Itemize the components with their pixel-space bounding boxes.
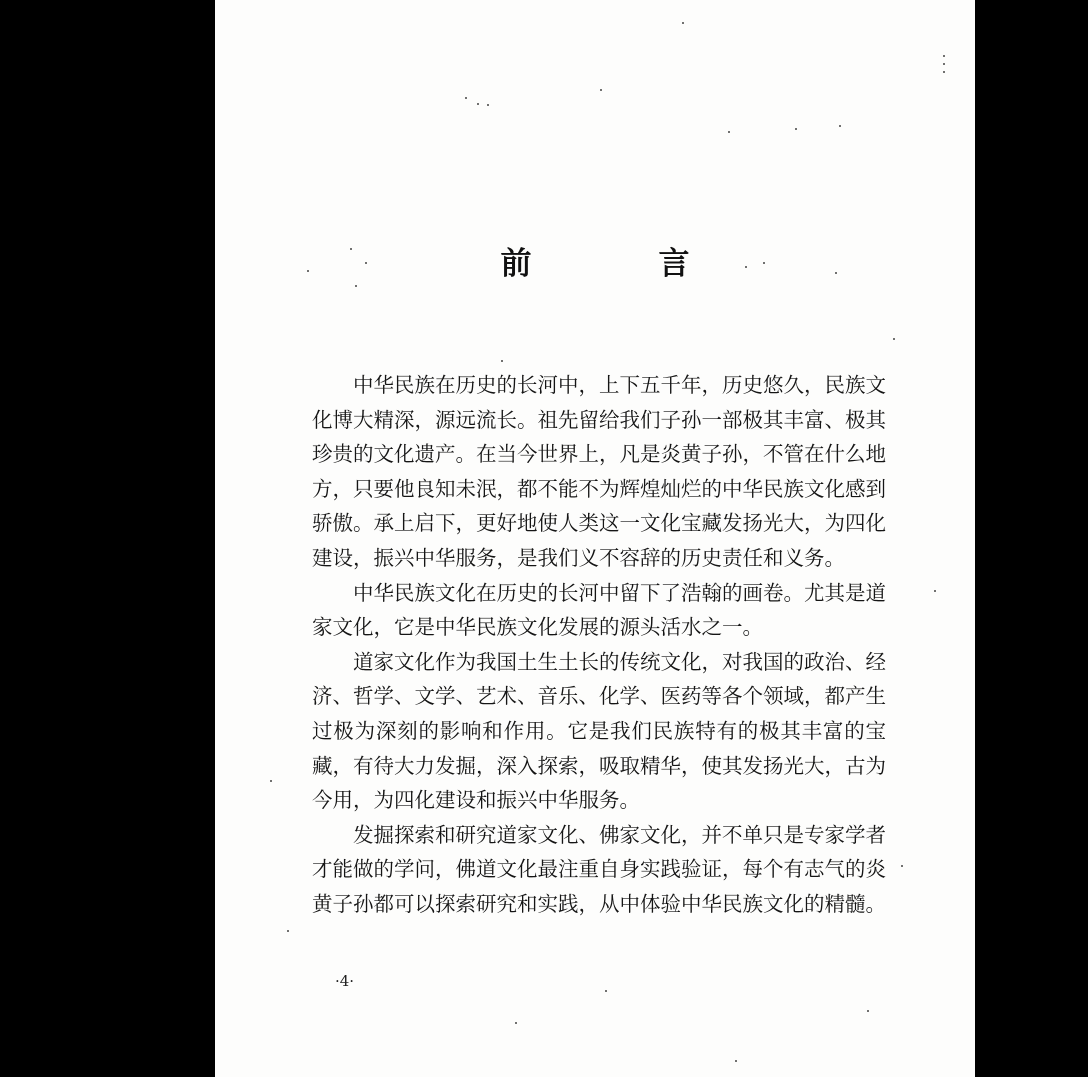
- scan-speck: [893, 338, 895, 340]
- scan-speck: [487, 104, 489, 106]
- paragraph: 发掘探索和研究道家文化、佛家文化，并不单只是专家学者才能做的学问，佛道文化最注重自身实践验证，每个有志气的炎黄子孙都可以探索研究和实践，从中体验中华民族文化的精髓。: [312, 822, 886, 916]
- scan-speck: [934, 590, 936, 592]
- scan-speck: [839, 125, 841, 127]
- scan-speck: [795, 128, 797, 130]
- scan-speck: [501, 360, 503, 362]
- scan-speck: [515, 1022, 517, 1024]
- scan-speck: [600, 89, 602, 91]
- scan-speck: [287, 930, 289, 932]
- scan-speck: [943, 55, 945, 57]
- page-title: 前 言: [500, 246, 738, 282]
- scan-speck: [682, 22, 684, 24]
- scan-speck: [735, 1060, 737, 1062]
- paragraph: 中华民族文化在历史的长河中留下了浩翰的画卷。尤其是道家文化，它是中华民族文化发展的源头活水之一。: [312, 580, 886, 640]
- scan-speck: [270, 780, 272, 782]
- scanned-page: [215, 0, 975, 1077]
- scan-speck: [728, 131, 730, 133]
- scan-speck: [901, 865, 903, 867]
- paragraph: 道家文化作为我国土生土长的传统文化，对我国的政治、经济、哲学、文学、艺术、音乐、化学、医药等各个领域，都产生过极为深刻的影响和作用。它是我们民族特有的极其丰富的宝藏，有待大力发掘，深入探索，吸取精华，使其发扬光大，古为今用，为四化建设和振兴中华服务。: [312, 649, 886, 813]
- paragraph: 中华民族在历史的长河中，上下五千年，历史悠久，民族文化博大精深，源远流长。祖先留给我们子孙一部极其丰富、极其珍贵的文化遗产。在当今世界上，凡是炎黄子孙，不管在什么地方，只要他良知未泯，都不能不为辉煌灿烂的中华民族文化感到骄傲。承上启下，更好地使人类这一文化宝藏发扬光大，为四化建设，振兴中华服务，是我们义不容辞的历史责任和义务。: [312, 373, 886, 570]
- scan-speck: [477, 103, 479, 105]
- page-number: ·4·: [335, 972, 355, 990]
- scan-speck: [943, 63, 945, 65]
- scan-speck: [867, 1010, 869, 1012]
- scan-speck: [465, 97, 467, 99]
- scan-speck: [943, 71, 945, 73]
- scan-speck: [355, 285, 357, 287]
- body-text: [312, 368, 886, 922]
- scan-speck: [605, 990, 607, 992]
